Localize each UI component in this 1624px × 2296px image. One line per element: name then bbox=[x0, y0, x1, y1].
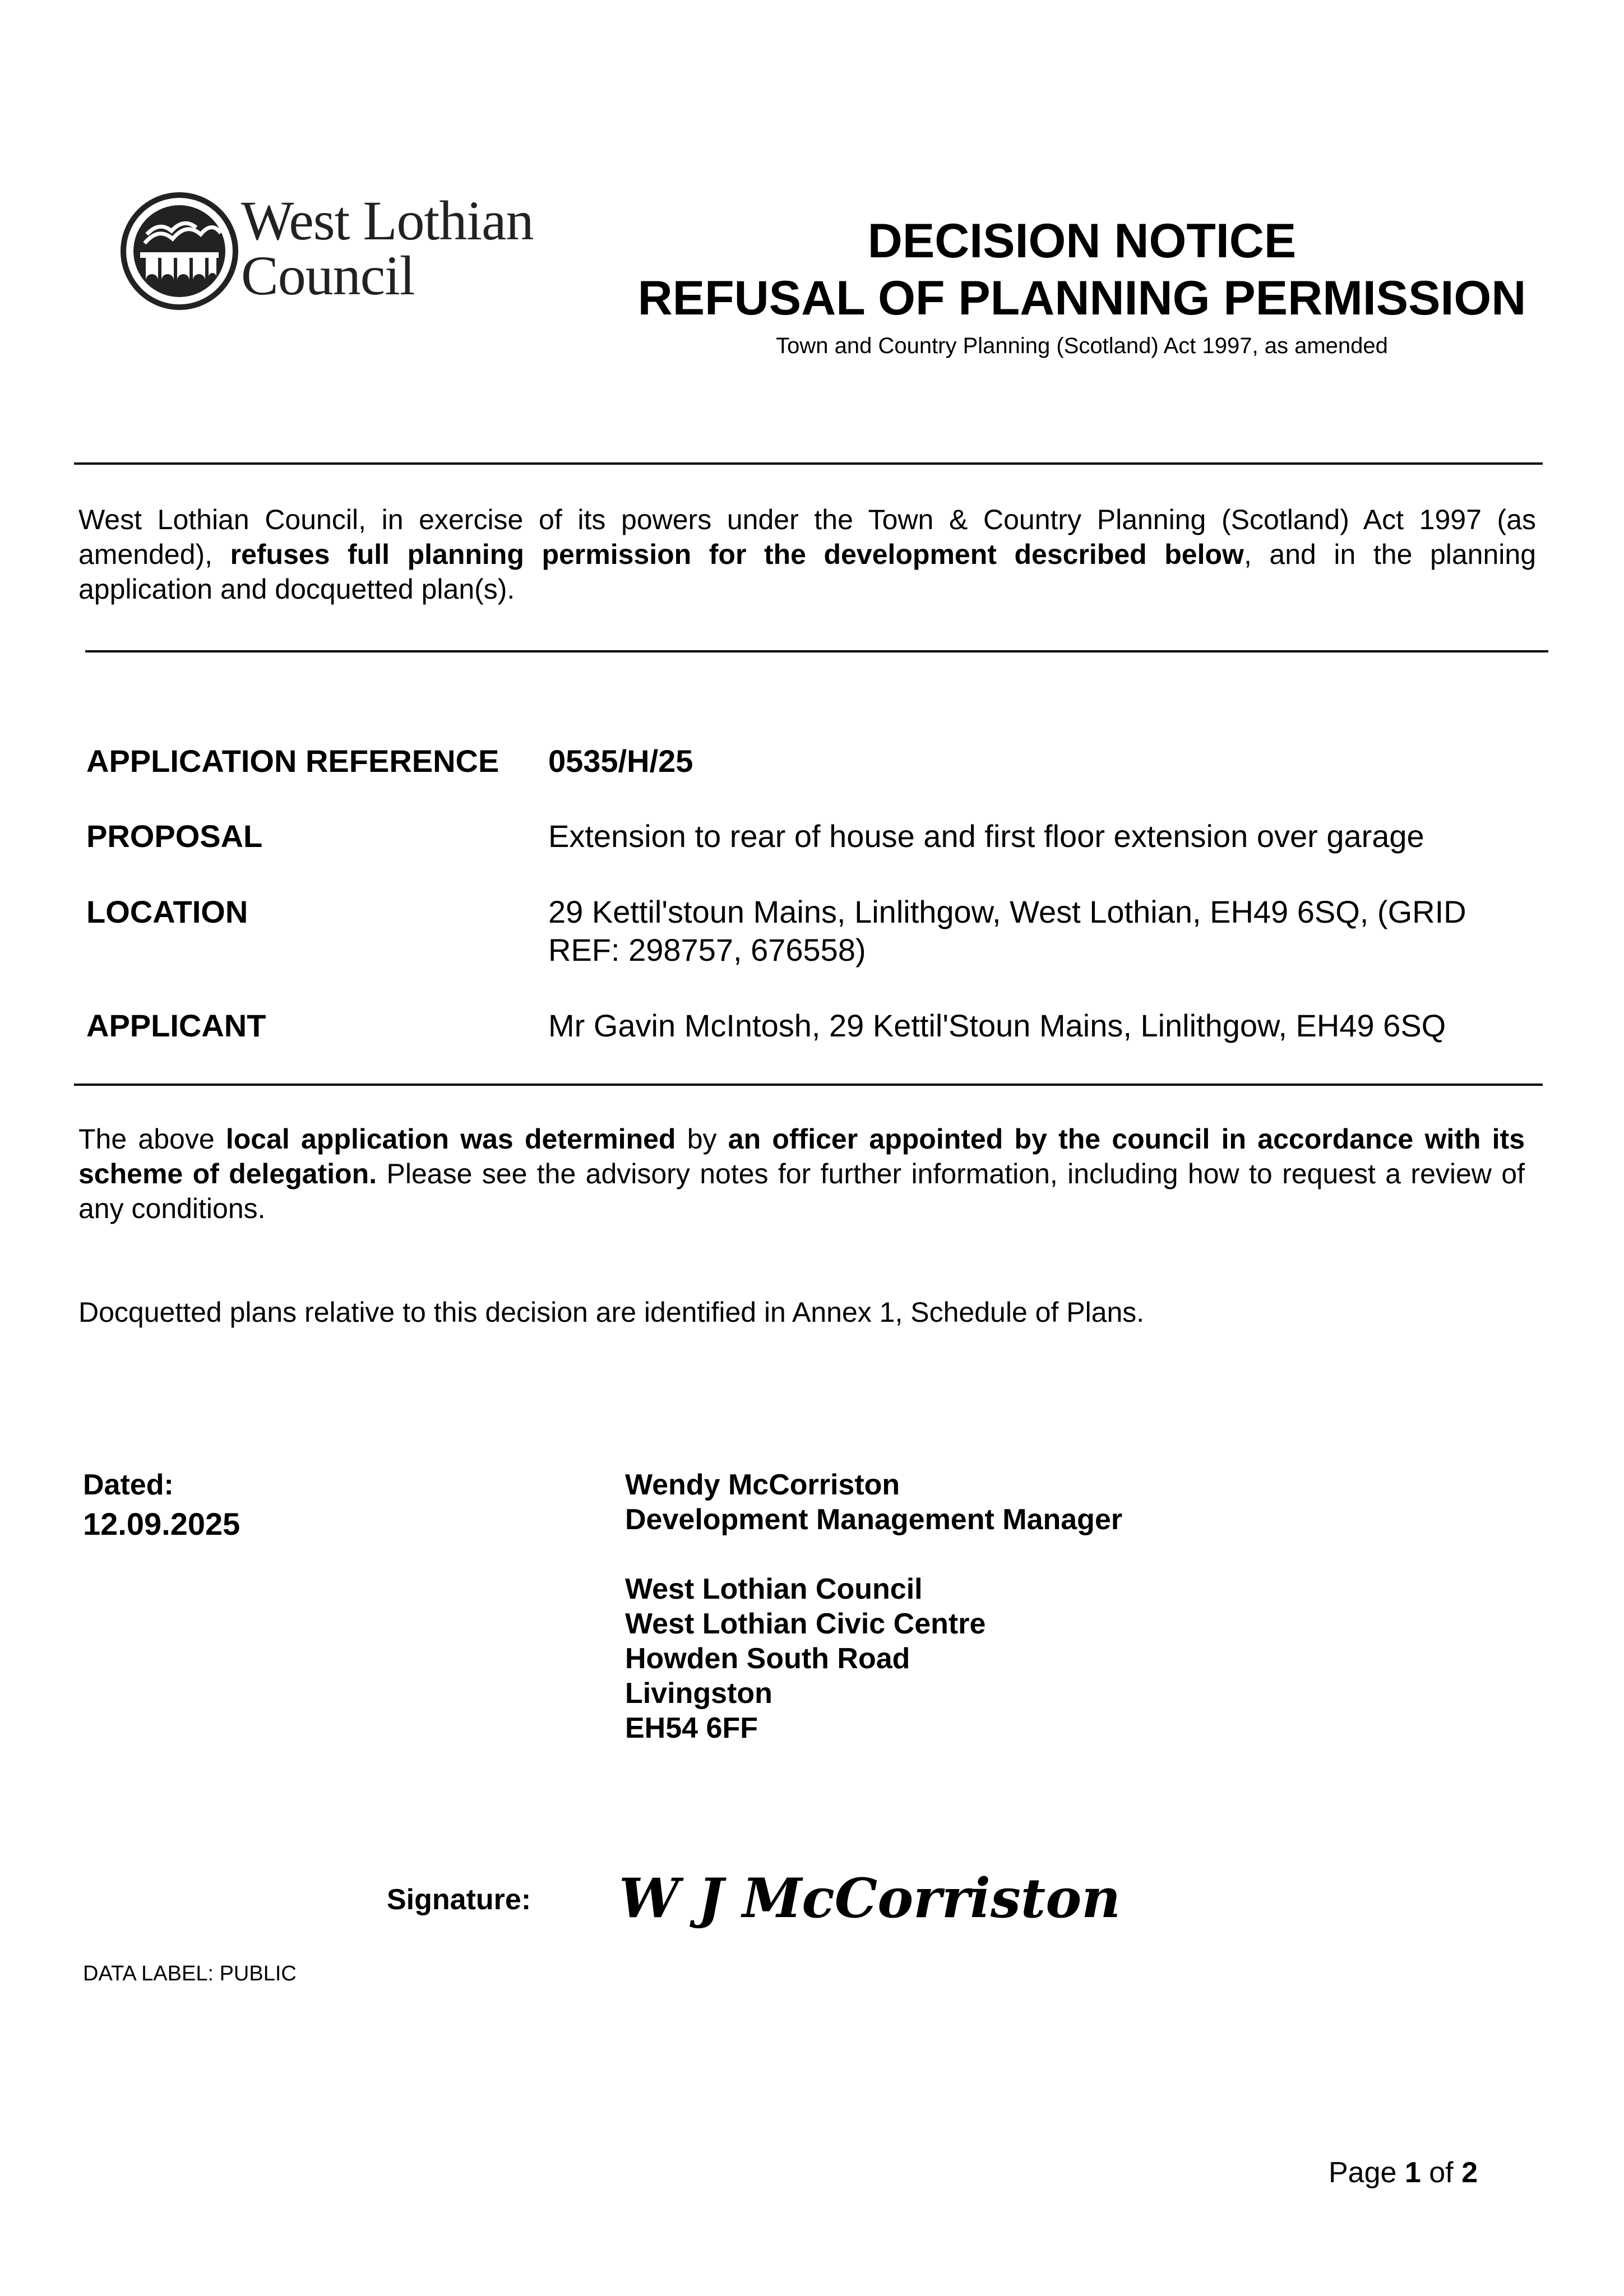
officer-block bbox=[625, 1468, 1122, 1746]
determination-bold-1: local application was determined bbox=[225, 1123, 676, 1155]
officer-title: Development Management Manager bbox=[625, 1503, 1123, 1536]
divider-details bbox=[74, 1084, 1543, 1086]
page-total: 2 bbox=[1461, 2156, 1478, 2189]
signature-label: Signature: bbox=[387, 1883, 531, 1916]
determination-text-3: Please see the advisory notes for further information, including how to request a review of any conditions. bbox=[78, 1158, 1525, 1224]
detail-value-applicant: Mr Gavin McIntosh, 29 Kettil'Stoun Mains, Linlithgow, EH49 6SQ bbox=[548, 1008, 1446, 1043]
detail-label-reference: APPLICATION REFERENCE bbox=[86, 743, 499, 779]
address-line-1: West Lothian Council bbox=[625, 1573, 923, 1605]
determination-text-2: by bbox=[675, 1123, 728, 1155]
address-line-5: EH54 6FF bbox=[625, 1712, 758, 1744]
data-classification-label: DATA LABEL: PUBLIC bbox=[83, 1962, 297, 1985]
logo-wordmark bbox=[241, 189, 534, 307]
detail-label-location: LOCATION bbox=[86, 894, 248, 929]
logo-line-2: Council bbox=[241, 244, 415, 307]
detail-value-reference: 0535/H/25 bbox=[548, 743, 693, 779]
plans-note: Docquetted plans relative to this decision are identified in Annex 1, Schedule of Plans. bbox=[78, 1297, 1145, 1328]
detail-value-proposal: Extension to rear of house and first floor extension over garage bbox=[548, 818, 1424, 854]
determination-text-1: The above bbox=[78, 1123, 226, 1155]
detail-value-location: 29 Kettil'stoun Mains, Linlithgow, West Lothian, EH49 6SQ, (GRID REF: 298757, 676558) bbox=[548, 894, 1466, 968]
determination-bold-2: an officer appointed by the council in accordance with its scheme of delegation. bbox=[78, 1123, 1525, 1189]
officer-name: Wendy McCorriston bbox=[625, 1469, 900, 1501]
address-line-2: West Lothian Civic Centre bbox=[625, 1608, 986, 1640]
determination-paragraph bbox=[78, 1122, 1525, 1226]
page-prefix: Page bbox=[1329, 2156, 1405, 2189]
signature-text: W J McCorriston bbox=[619, 1867, 1121, 1930]
detail-label-proposal: PROPOSAL bbox=[86, 818, 263, 854]
notice-subtitle: REFUSAL OF PLANNING PERMISSION bbox=[637, 271, 1526, 325]
intro-paragraph bbox=[78, 502, 1536, 607]
detail-label-applicant: APPLICANT bbox=[86, 1008, 266, 1043]
address-line-4: Livingston bbox=[625, 1677, 772, 1710]
intro-text-2: , and in the planning application and docquetted plan(s). bbox=[78, 539, 1537, 605]
intro-text-bold: refuses full planning permission for the development described below bbox=[230, 539, 1244, 570]
notice-title: DECISION NOTICE bbox=[867, 214, 1297, 268]
notice-heading bbox=[605, 213, 1558, 361]
divider-intro bbox=[85, 650, 1548, 652]
page-of: of bbox=[1421, 2156, 1462, 2189]
address-line-3: Howden South Road bbox=[625, 1642, 910, 1675]
dated-label: Dated: bbox=[83, 1469, 174, 1501]
handwritten-signature bbox=[617, 1861, 1121, 1945]
intro-text-1: West Lothian Council, in exercise of its powers under the Town & Country Planning (Scotland) Act 1997 (as amended), bbox=[78, 504, 1536, 570]
dated-value: 12.09.2025 bbox=[83, 1506, 240, 1542]
divider-top bbox=[74, 462, 1543, 465]
act-reference: Town and Country Planning (Scotland) Act 1997, as amended bbox=[776, 334, 1388, 358]
page-number bbox=[1329, 2155, 1478, 2190]
logo-line-1: West Lothian bbox=[241, 189, 534, 252]
address-spacer bbox=[625, 1537, 1122, 1572]
page-current: 1 bbox=[1404, 2156, 1421, 2189]
